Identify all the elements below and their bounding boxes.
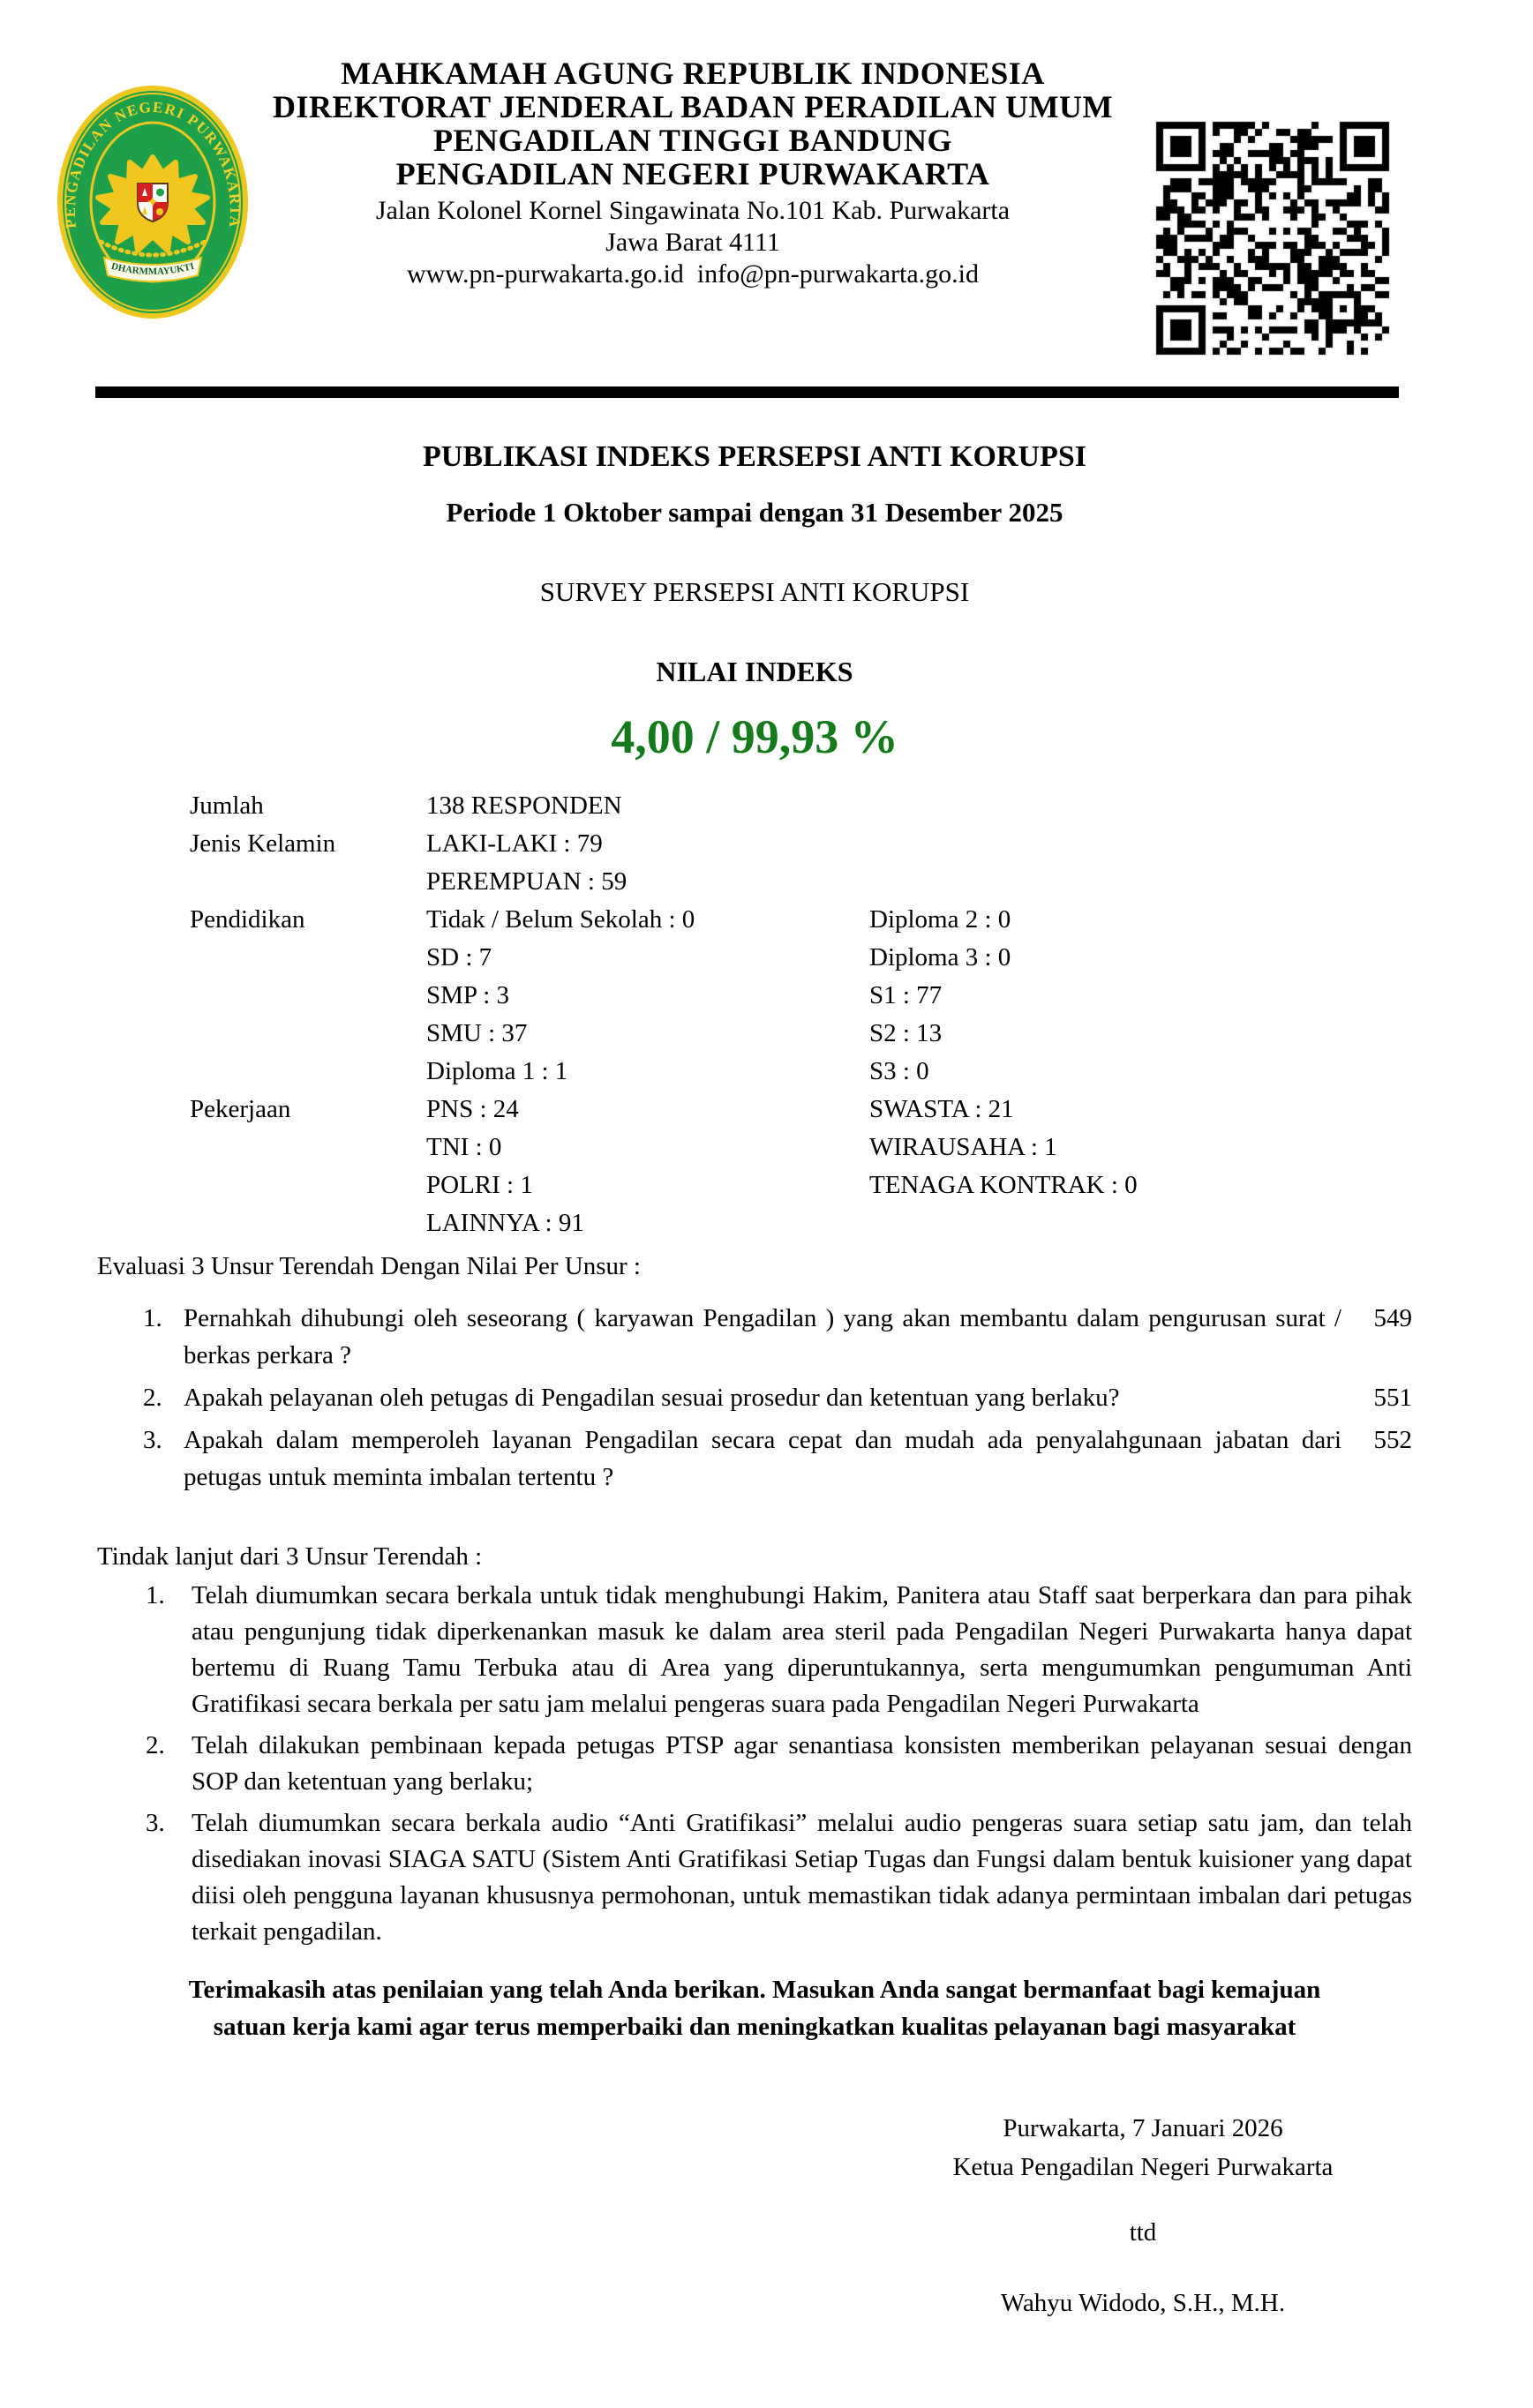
evaluation-heading: Evaluasi 3 Unsur Terendah Dengan Nilai Per Unsur : (97, 1252, 641, 1280)
item-text: Apakah pelayanan oleh petugas di Pengadilan sesuai prosedur dan ketentuan yang berlaku? (184, 1384, 1120, 1412)
resp-value-right: S1 : 77 (869, 981, 943, 1009)
survey-heading: SURVEY PERSEPSI ANTI KORUPSI (539, 576, 970, 607)
evaluation-list (97, 1300, 1412, 1496)
resp-label (190, 1129, 426, 1166)
item-number: 3. (143, 1426, 162, 1454)
item-number: 1. (143, 1304, 162, 1332)
address-line-2: Jawa Barat 4111 (605, 228, 780, 257)
item-text: Telah diumumkan secara berkala audio “Anti Gratifikasi” melalui audio pengeras suara setiap satu jam, dan telah disediakan inovasi SIAGA SATU (Sistem Anti Gratifikasi Setiap Tugas dan Fungsi dalam bentuk kuisioner yang dapat diisi oleh pengguna layanan khususnya permohonan, untuk memastikan tidak adanya permintaan imbalan dari petugas terkait pengadilan. (192, 1809, 1412, 1946)
item-score: 549 (1373, 1304, 1412, 1332)
org-line-4: PENGADILAN NEGERI PURWAKARTA (395, 156, 990, 191)
resp-value: PNS : 24 (426, 1095, 519, 1123)
svg-text:DHARMMAYUKTI: DHARMMAYUKTI (109, 260, 196, 278)
signature-ttd: ttd (1129, 2218, 1157, 2247)
signature-role: Ketua Pengadilan Negeri Purwakarta (952, 2153, 1334, 2181)
resp-label (190, 939, 426, 977)
resp-value-right: Diploma 2 : 0 (869, 905, 1011, 934)
resp-value: SMP : 3 (426, 981, 510, 1009)
respondents-table (190, 787, 1412, 1242)
item-text: Telah dilakukan pembinaan kepada petugas PTSP agar senantiasa konsisten memberikan pelayanan sesuai dengan SOP dan ketentuan yang berlaku; (192, 1731, 1412, 1796)
page-subtitle: Periode 1 Oktober sampai dengan 31 Desember 2025 (446, 497, 1063, 528)
resp-value: POLRI : 1 (426, 1171, 533, 1199)
resp-value: Diploma 1 : 1 (426, 1057, 568, 1085)
resp-value: SMU : 37 (426, 1019, 528, 1047)
page-title: PUBLIKASI INDEKS PERSEPSI ANTI KORUPSI (423, 440, 1086, 473)
resp-label: Jumlah (190, 791, 264, 820)
item-number: 2. (146, 1731, 165, 1759)
item-text: Telah diumumkan secara berkala untuk tidak menghubungi Hakim, Panitera atau Staff saat berperkara dan para pihak atau pengunjung tidak diperkenankan masuk ke dalam area steril pada Pengadilan Negeri Purwakarta hanya dapat bertemu di Ruang Tamu Terbuka atau di Area yang diperuntukannya, serta mengumumkan pengumuman Anti Gratifikasi secara berkala per satu jam melalui pengeras suara pada Pengadilan Negeri Purwakarta (192, 1581, 1412, 1718)
resp-value-right (869, 1204, 1412, 1242)
followup-heading: Tindak lanjut dari 3 Unsur Terendah : (97, 1542, 483, 1571)
resp-value-right (869, 787, 1412, 825)
resp-label (190, 1053, 426, 1091)
signature-block (874, 2109, 1412, 2322)
resp-value-right: WIRAUSAHA : 1 (869, 1133, 1057, 1161)
index-heading: NILAI INDEKS (656, 656, 853, 687)
org-line-3: PENGADILAN TINGGI BANDUNG (433, 123, 952, 158)
thanks-note: Terimakasih atas penilaian yang telah Anda berikan. Masukan Anda sangat bermanfaat bagi kemajuan satuan kerja kami agar terus memperbaiki dan meningkatkan kualitas pelayanan bagi masyarakat (188, 1976, 1321, 2041)
followup-item (146, 1728, 1412, 1800)
item-number: 3. (146, 1809, 165, 1837)
resp-value: TNI : 0 (426, 1133, 502, 1161)
resp-value-right: S2 : 13 (869, 1019, 943, 1047)
resp-value-right (869, 863, 1412, 901)
logo-arc-text-wrap: PENGADILAN NEGERI PURWAKARTA (61, 98, 244, 229)
resp-label: Pendidikan (190, 905, 305, 934)
resp-value-right: Diploma 3 : 0 (869, 943, 1011, 971)
followup-item (146, 1578, 1412, 1722)
item-text: Apakah dalam memperoleh layanan Pengadilan secara cepat dan mudah ada penyalahgunaan jabatan dari petugas untuk meminta imbalan tertentu ? (184, 1426, 1341, 1491)
resp-value: SD : 7 (426, 943, 492, 971)
resp-value-right: SWASTA : 21 (869, 1095, 1014, 1123)
item-score: 552 (1373, 1426, 1412, 1454)
resp-value: PEREMPUAN : 59 (426, 867, 627, 896)
resp-value-right: S3 : 0 (869, 1057, 929, 1085)
signature-place-date: Purwakarta, 7 Januari 2026 (1003, 2114, 1283, 2142)
evaluation-item (143, 1379, 1412, 1416)
index-value: 4,00 / 99,93 % (611, 710, 898, 763)
item-number: 2. (143, 1384, 162, 1412)
address-line-1: Jalan Kolonel Kornel Singawinata No.101 Kab. Purwakarta (375, 196, 1011, 225)
resp-label (190, 1015, 426, 1053)
resp-value: 138 RESPONDEN (426, 791, 622, 820)
followup-list (97, 1578, 1412, 1950)
resp-label (190, 1166, 426, 1204)
resp-value-right: TENAGA KONTRAK : 0 (869, 1171, 1138, 1199)
resp-label (190, 1204, 426, 1242)
resp-label (190, 863, 426, 901)
item-number: 1. (146, 1581, 165, 1609)
followup-item (146, 1805, 1412, 1950)
resp-label: Jenis Kelamin (190, 829, 336, 858)
resp-value-right (869, 825, 1412, 863)
org-line-1: MAHKAMAH AGUNG REPUBLIK INDONESIA (341, 56, 1045, 91)
item-score: 551 (1373, 1384, 1412, 1412)
org-line-2: DIREKTORAT JENDERAL BADAN PERADILAN UMUM (272, 89, 1114, 124)
evaluation-item (143, 1422, 1412, 1496)
resp-label (190, 977, 426, 1015)
resp-label: Pekerjaan (190, 1095, 291, 1123)
resp-value: LAINNYA : 91 (426, 1209, 584, 1237)
address-line-3: www.pn-purwakarta.go.id info@pn-purwakarta.go.id (406, 259, 979, 289)
resp-value: Tidak / Belum Sekolah : 0 (426, 905, 695, 934)
resp-value: LAKI-LAKI : 79 (426, 829, 603, 858)
signature-name: Wahyu Widodo, S.H., M.H. (1000, 2289, 1286, 2317)
item-text: Pernahkah dihubungi oleh seseorang ( karyawan Pengadilan ) yang akan membantu dalam pengurusan surat / berkas perkara ? (184, 1304, 1341, 1369)
evaluation-item (143, 1300, 1412, 1374)
